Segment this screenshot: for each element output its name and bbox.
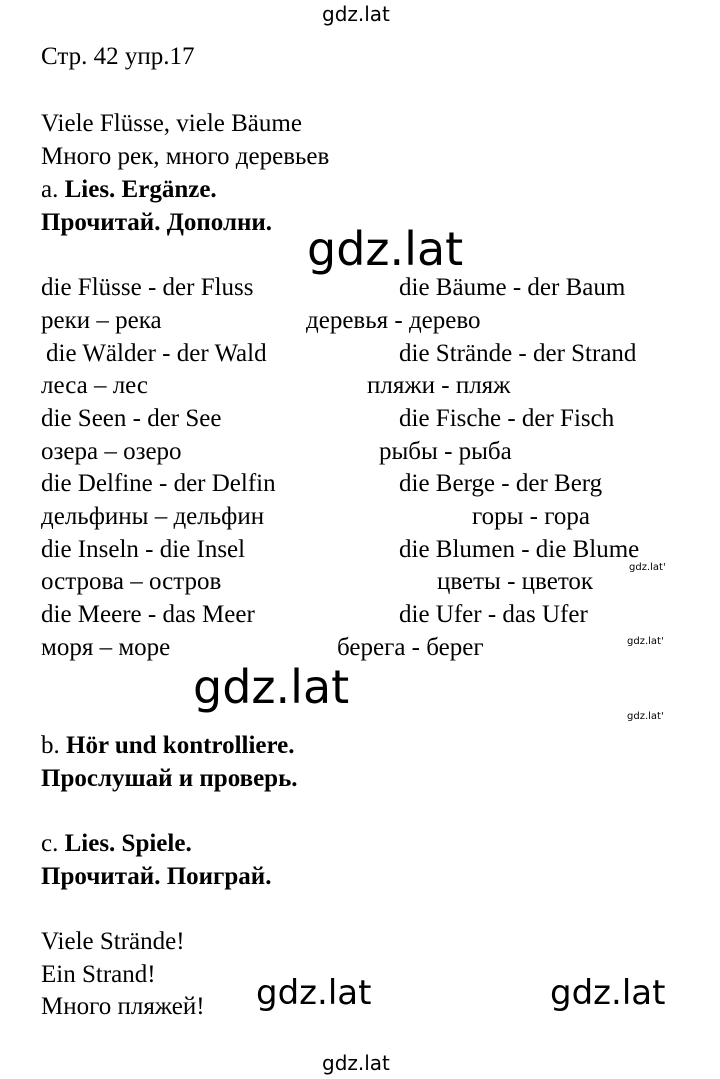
vocab-right-item: берега - берег [337, 634, 484, 661]
task-c-letter: c. [41, 830, 59, 857]
title-german: Viele Flüsse, viele Bäume [41, 110, 302, 137]
vocab-left-item: die Seen - der See [41, 405, 222, 432]
vocab-right-item: деревья - дерево [306, 307, 481, 334]
watermark-large-1: gdz.lat [307, 222, 464, 276]
vocab-right-item: die Strände - der Strand [399, 340, 637, 367]
task-c-german: Lies. Spiele. [64, 830, 192, 857]
vocab-right-item: die Ufer - das Ufer [399, 601, 588, 628]
title-russian: Много рек, много деревьев [41, 143, 330, 170]
vocab-left-item: die Inseln - die Insel [41, 536, 246, 563]
vocab-right-item: die Fische - der Fisch [399, 405, 615, 432]
task-c-heading [41, 831, 192, 856]
vocab-left-item: дельфины – дельфин [41, 503, 265, 530]
vocab-left-item: озера – озеро [41, 438, 182, 465]
watermark-bottom-right: gdz.lat [550, 973, 666, 1013]
watermark-large-2: gdz.lat [193, 660, 350, 714]
watermark-small-3: gdz.lat' [627, 711, 664, 722]
watermark-bottom: gdz.lat [322, 1051, 390, 1075]
task-c-russian: Прочитай. Поиграй. [41, 863, 272, 890]
dialogue-line: Viele Strände! [41, 928, 185, 955]
watermark-small-2: gdz.lat' [627, 636, 664, 647]
watermark-top: gdz.lat [322, 2, 390, 26]
task-b-letter: b. [41, 732, 60, 759]
vocab-left-item: острова – остров [41, 568, 222, 595]
watermark-small-1: gdz.lat' [629, 562, 666, 573]
dialogue-line: Ein Strand! [41, 961, 156, 988]
page-heading: Стр. 42 упр.17 [41, 43, 195, 70]
vocab-left-item: die Delfine - der Delfin [41, 470, 276, 497]
task-b-russian: Прослушай и проверь. [41, 765, 298, 792]
vocab-right-item: рыбы - рыба [379, 438, 512, 465]
task-b-german: Hör und kontrolliere. [66, 732, 295, 759]
vocab-left-item: моря – море [41, 634, 171, 661]
vocab-right-item: горы - гора [472, 503, 590, 530]
vocab-right-item: цветы - цветок [437, 568, 594, 595]
vocab-right-item: die Berge - der Berg [399, 470, 603, 497]
dialogue-line: Много пляжей! [41, 993, 205, 1020]
watermark-bottom-left: gdz.lat [256, 973, 372, 1013]
vocab-left-item: die Wälder - der Wald [46, 340, 267, 367]
task-a-heading [41, 177, 217, 202]
vocab-left-item: die Meere - das Meer [41, 601, 255, 628]
vocab-right-item: пляжи - пляж [367, 372, 511, 399]
vocab-right-item: die Bäume - der Baum [399, 274, 626, 301]
task-a-german: Lies. Ergänze. [64, 176, 217, 203]
task-b-heading [41, 733, 295, 758]
vocab-left-item: леса – лес [41, 372, 148, 399]
task-a-letter: a. [41, 176, 59, 203]
vocab-left-item: реки – река [41, 307, 162, 334]
vocab-right-item: die Blumen - die Blume [399, 536, 640, 563]
task-a-russian: Прочитай. Дополни. [41, 209, 273, 236]
vocab-left-item: die Flüsse - der Fluss [41, 274, 254, 301]
